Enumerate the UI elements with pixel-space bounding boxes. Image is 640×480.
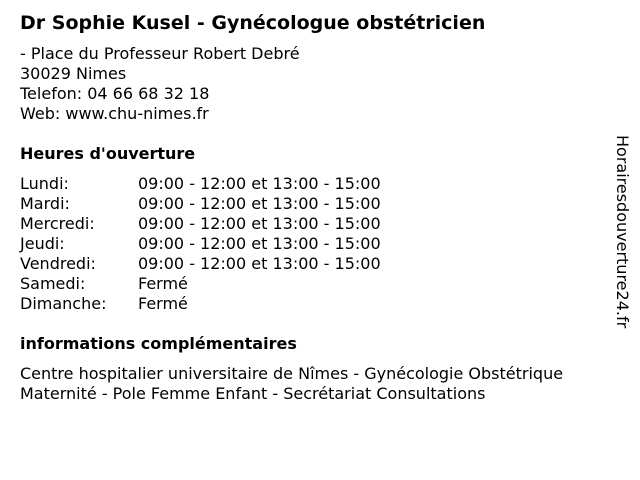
site-watermark: Horairesdouverture24.fr: [613, 135, 632, 329]
address-line: - Place du Professeur Robert Debré: [20, 44, 300, 63]
additional-info-line-1: Centre hospitalier universitaire de Nîmes - Gynécologie Obstétrique: [20, 364, 564, 383]
day-name: Vendredi:: [20, 254, 96, 273]
day-hours: Fermé: [138, 274, 188, 293]
day-name: Samedi:: [20, 274, 86, 293]
day-hours: 09:00 - 12:00 et 13:00 - 15:00: [138, 254, 381, 273]
day-name: Lundi:: [20, 174, 69, 193]
day-name: Mardi:: [20, 194, 70, 213]
hours-row-wednesday: [20, 214, 460, 234]
phone-line: Telefon: 04 66 68 32 18: [20, 84, 210, 103]
day-hours: Fermé: [138, 294, 188, 313]
day-hours: 09:00 - 12:00 et 13:00 - 15:00: [138, 214, 381, 233]
opening-hours-heading: Heures d'ouverture: [20, 144, 196, 163]
day-hours: 09:00 - 12:00 et 13:00 - 15:00: [138, 194, 381, 213]
hours-row-saturday: [20, 274, 460, 294]
additional-info-line-2: Maternité - Pole Femme Enfant - Secrétariat Consultations: [20, 384, 486, 403]
page-title: Dr Sophie Kusel - Gynécologue obstétricien: [20, 12, 486, 34]
hours-row-tuesday: [20, 194, 460, 214]
hours-row-thursday: [20, 234, 460, 254]
additional-info-heading: informations complémentaires: [20, 334, 297, 353]
day-hours: 09:00 - 12:00 et 13:00 - 15:00: [138, 174, 381, 193]
hours-row-monday: [20, 174, 460, 194]
day-hours: 09:00 - 12:00 et 13:00 - 15:00: [138, 234, 381, 253]
hours-row-friday: [20, 254, 460, 274]
day-name: Dimanche:: [20, 294, 107, 313]
hours-row-sunday: [20, 294, 460, 314]
web-line[interactable]: Web: www.chu-nimes.fr: [20, 104, 209, 123]
day-name: Jeudi:: [20, 234, 65, 253]
day-name: Mercredi:: [20, 214, 95, 233]
city-line: 30029 Nimes: [20, 64, 127, 83]
